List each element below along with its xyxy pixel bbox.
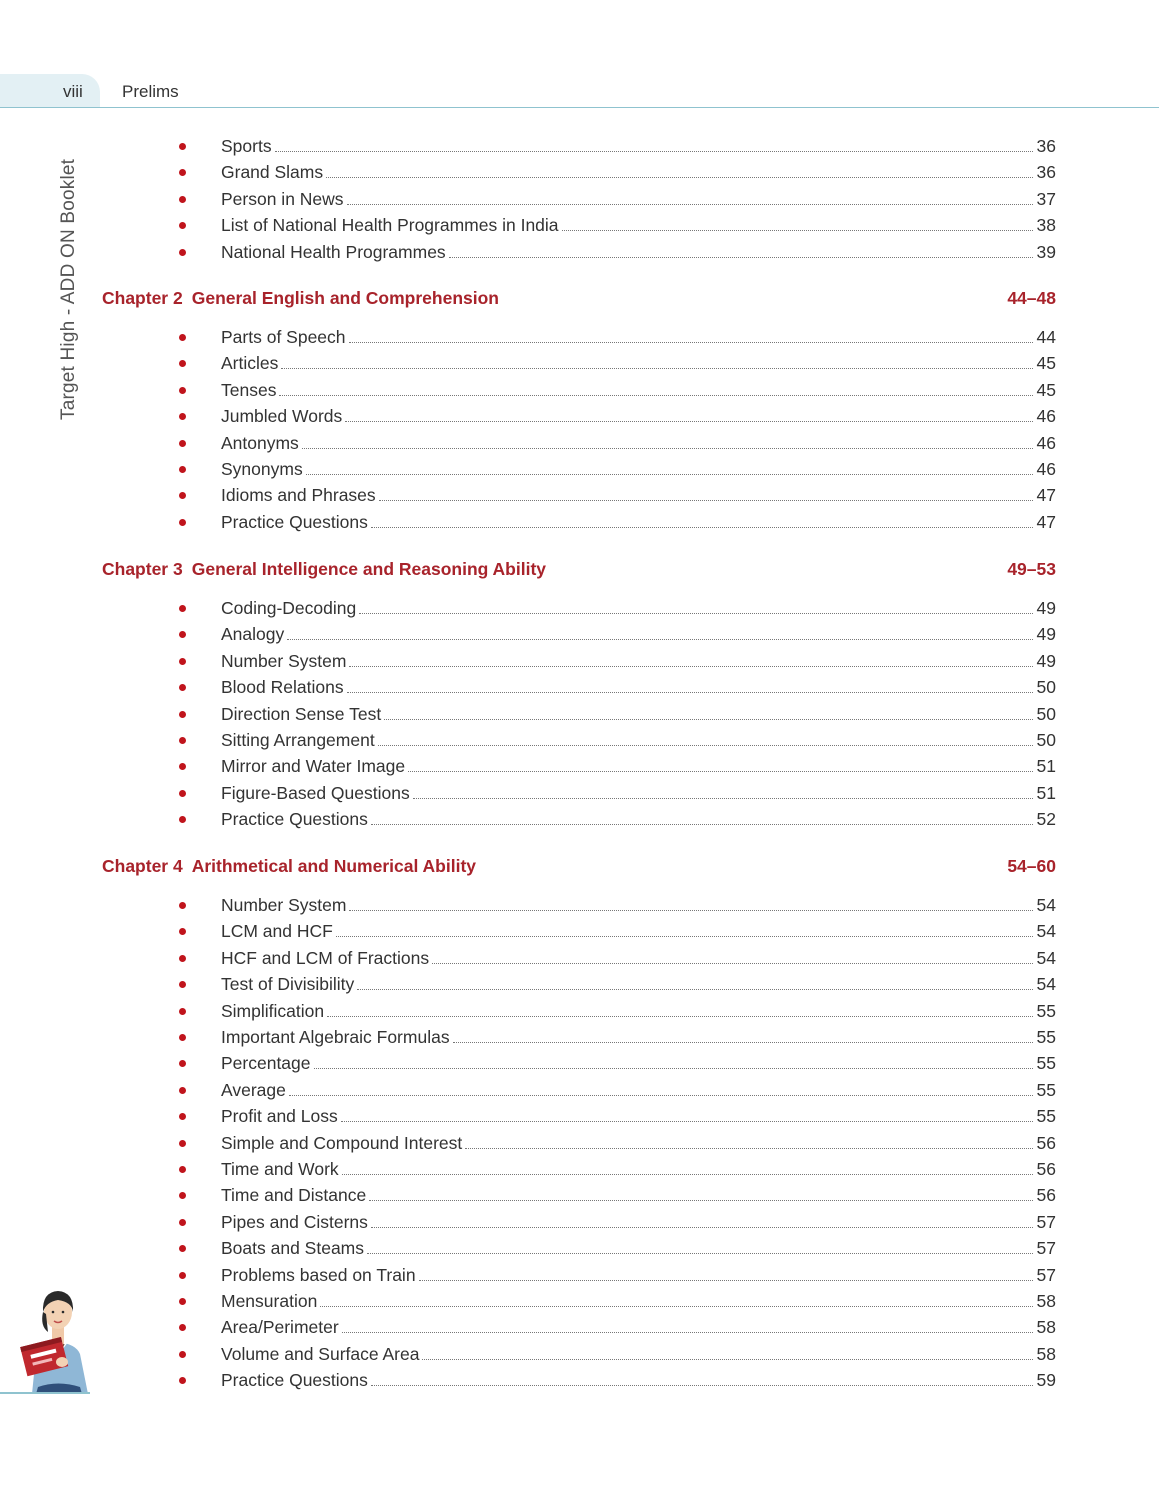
chapter-title: General English and Comprehension	[191, 288, 499, 308]
bullet-icon	[179, 222, 186, 229]
toc-item-page: 45	[1036, 379, 1056, 400]
bullet-icon	[179, 196, 186, 203]
toc-item-page: 55	[1036, 1079, 1056, 1100]
dot-leader	[371, 526, 1033, 528]
bullet-icon	[179, 1298, 186, 1305]
dot-leader	[349, 909, 1033, 911]
chapter-page-range: 44–48	[1007, 288, 1056, 308]
dot-leader	[287, 638, 1033, 640]
toc-item-label: Time and Distance	[221, 1185, 367, 1206]
bullet-icon	[179, 605, 186, 612]
bullet-icon	[179, 711, 186, 718]
toc-item-page: 46	[1036, 459, 1056, 479]
toc-item-page: 57	[1036, 1211, 1056, 1232]
toc-item	[176, 482, 1056, 506]
toc-item-label: Direction Sense Test	[221, 703, 382, 724]
dot-leader	[320, 1305, 1033, 1307]
chapter-heading	[102, 556, 1056, 580]
running-header-title: Prelims	[122, 82, 179, 101]
toc-item-label: Person in News	[221, 188, 344, 209]
toc-item	[176, 971, 1056, 995]
bullet-icon	[179, 1113, 186, 1120]
bullet-icon	[179, 955, 186, 962]
bullet-icon	[179, 816, 186, 823]
toc-item-label: Coding-Decoding	[221, 598, 357, 618]
toc-item-page: 56	[1036, 1185, 1056, 1206]
bullet-icon	[179, 1245, 186, 1252]
dot-leader	[384, 718, 1033, 720]
toc-item	[176, 1156, 1056, 1180]
dot-leader	[422, 1358, 1033, 1360]
dot-leader	[341, 1120, 1033, 1122]
dot-leader	[413, 797, 1033, 799]
dot-leader	[302, 447, 1033, 449]
toc-item-label: Figure-Based Questions	[221, 782, 410, 803]
toc-item-label: Tenses	[221, 379, 277, 400]
chapter-number: Chapter 2	[102, 288, 183, 308]
toc-item	[176, 1182, 1056, 1206]
toc-item-page: 54	[1036, 947, 1056, 968]
toc-item-label: Practice Questions	[221, 511, 368, 532]
dot-leader	[289, 1094, 1033, 1096]
toc-item-page: 37	[1036, 188, 1056, 209]
toc-item	[176, 239, 1056, 263]
bullet-icon	[179, 1140, 186, 1147]
toc-item	[176, 509, 1056, 533]
chapter-page-range: 49–53	[1007, 559, 1056, 579]
dot-leader	[465, 1147, 1033, 1149]
toc-item-page: 49	[1036, 624, 1056, 645]
toc-item-page: 50	[1036, 730, 1056, 750]
bullet-icon	[179, 928, 186, 935]
toc-item-label: Number System	[221, 895, 347, 915]
toc-item	[176, 1288, 1056, 1312]
dot-leader	[279, 394, 1033, 396]
toc-item-page: 50	[1036, 677, 1056, 698]
toc-item-label: National Health Programmes	[221, 241, 446, 262]
toc-item-page: 50	[1036, 703, 1056, 724]
dot-leader	[281, 367, 1033, 369]
bullet-icon	[179, 1351, 186, 1358]
bullet-icon	[179, 902, 186, 909]
toc-item	[176, 159, 1056, 183]
toc-item-label: Sports	[221, 136, 272, 156]
toc-item-page: 47	[1036, 485, 1056, 506]
toc-item	[176, 1077, 1056, 1101]
toc-item-label: Simplification	[221, 1000, 325, 1021]
toc-item-label: Practice Questions	[221, 1370, 368, 1391]
dot-leader	[326, 176, 1033, 178]
dot-leader	[327, 1015, 1033, 1017]
toc-item-label: Area/Perimeter	[221, 1317, 339, 1338]
toc-item	[176, 133, 1056, 157]
dot-leader	[371, 1384, 1033, 1386]
toc-item-page: 44	[1036, 327, 1056, 347]
bullet-icon	[179, 1060, 186, 1067]
toc-item-label: Antonyms	[221, 432, 299, 453]
bullet-icon	[179, 249, 186, 256]
toc-item	[176, 1103, 1056, 1127]
toc-item	[176, 324, 1056, 348]
toc-item-page: 47	[1036, 511, 1056, 532]
toc-item	[176, 377, 1056, 401]
chapter-number: Chapter 3	[102, 559, 183, 579]
dot-leader	[347, 203, 1033, 205]
toc-item	[176, 186, 1056, 210]
bullet-icon	[179, 1272, 186, 1279]
toc-item-label: Volume and Surface Area	[221, 1343, 420, 1364]
toc-item	[176, 621, 1056, 645]
bullet-icon	[179, 763, 186, 770]
bullet-icon	[179, 466, 186, 473]
toc-item-page: 36	[1036, 162, 1056, 183]
bullet-icon	[179, 737, 186, 744]
toc-item-page: 56	[1036, 1159, 1056, 1179]
toc-item-page: 54	[1036, 921, 1056, 942]
toc-item-page: 55	[1036, 1053, 1056, 1074]
toc-item	[176, 945, 1056, 969]
dot-leader	[419, 1279, 1033, 1281]
toc-item	[176, 806, 1056, 830]
toc-item	[176, 727, 1056, 751]
bullet-icon	[179, 658, 186, 665]
toc-item-label: Jumbled Words	[221, 406, 343, 427]
bullet-icon	[179, 981, 186, 988]
dot-leader	[342, 1331, 1033, 1333]
bullet-icon	[179, 1034, 186, 1041]
toc-item-label: Idioms and Phrases	[221, 485, 376, 506]
toc-item	[176, 998, 1056, 1022]
toc-item-label: Mensuration	[221, 1291, 318, 1311]
toc-item-label: Number System	[221, 650, 347, 671]
toc-item	[176, 674, 1056, 698]
chapter-heading	[102, 853, 1056, 877]
toc-item-label: Profit and Loss	[221, 1106, 338, 1127]
bullet-icon	[179, 1377, 186, 1384]
bullet-icon	[179, 143, 186, 150]
header-tab	[0, 74, 100, 108]
toc-item-label: Mirror and Water Image	[221, 756, 406, 777]
toc-item-label: Synonyms	[221, 459, 303, 479]
toc-item-label: Time and Work	[221, 1159, 339, 1179]
dot-leader	[562, 229, 1033, 231]
toc-item-label: Average	[221, 1079, 286, 1100]
toc-item	[176, 1235, 1056, 1259]
reader-illustration	[18, 1282, 94, 1394]
toc-item	[176, 1367, 1056, 1391]
toc-item-page: 38	[1036, 215, 1056, 236]
toc-item-page: 45	[1036, 353, 1056, 374]
toc-item-label: Analogy	[221, 624, 285, 645]
bullet-icon	[179, 1087, 186, 1094]
toc-item-page: 39	[1036, 241, 1056, 262]
bullet-icon	[179, 1008, 186, 1015]
toc-item	[176, 701, 1056, 725]
toc-item-label: HCF and LCM of Fractions	[221, 947, 430, 968]
dot-leader	[449, 256, 1033, 258]
header-rule	[0, 107, 1159, 108]
toc-item	[176, 1262, 1056, 1286]
toc-item	[176, 212, 1056, 236]
bullet-icon	[179, 631, 186, 638]
toc-item-page: 49	[1036, 650, 1056, 671]
toc-item-page: 55	[1036, 1000, 1056, 1021]
dot-leader	[379, 499, 1033, 501]
bullet-icon	[179, 1324, 186, 1331]
toc-item	[176, 780, 1056, 804]
toc-item-label: Percentage	[221, 1053, 311, 1074]
toc-item-label: Pipes and Cisterns	[221, 1211, 368, 1232]
toc-item	[176, 1314, 1056, 1338]
toc-item	[176, 648, 1056, 672]
toc-item-label: Sitting Arrangement	[221, 730, 375, 750]
toc-item	[176, 753, 1056, 777]
toc-item-page: 52	[1036, 809, 1056, 830]
dot-leader	[306, 473, 1033, 475]
bullet-icon	[179, 519, 186, 526]
dot-leader	[275, 150, 1033, 152]
toc-item-label: Test of Divisibility	[221, 974, 355, 995]
toc-item-page: 51	[1036, 782, 1056, 803]
dot-leader	[359, 612, 1033, 614]
bullet-icon	[179, 169, 186, 176]
bullet-icon	[179, 684, 186, 691]
toc-item-page: 36	[1036, 136, 1056, 156]
toc-item-page: 55	[1036, 1027, 1056, 1047]
page-number: viii	[63, 82, 83, 101]
bullet-icon	[179, 387, 186, 394]
dot-leader	[342, 1173, 1033, 1175]
dot-leader	[367, 1252, 1033, 1254]
dot-leader	[432, 962, 1033, 964]
toc-item	[176, 1341, 1056, 1365]
dot-leader	[408, 770, 1033, 772]
toc-item	[176, 350, 1056, 374]
toc-item-page: 54	[1036, 974, 1056, 995]
bullet-icon	[179, 334, 186, 341]
toc-item	[176, 918, 1056, 942]
toc-item-page: 55	[1036, 1106, 1056, 1127]
dot-leader	[345, 420, 1033, 422]
toc-item-page: 59	[1036, 1370, 1056, 1391]
bullet-icon	[179, 1166, 186, 1173]
dot-leader	[371, 1226, 1033, 1228]
dot-leader	[369, 1199, 1033, 1201]
toc-item	[176, 456, 1056, 480]
dot-leader	[378, 744, 1033, 746]
bullet-icon	[179, 413, 186, 420]
bullet-icon	[179, 440, 186, 447]
dot-leader	[349, 341, 1033, 343]
toc-item	[176, 1130, 1056, 1154]
side-running-title: Target High - ADD ON Booklet	[58, 158, 79, 420]
dot-leader	[314, 1067, 1033, 1069]
toc-item-label: Problems based on Train	[221, 1264, 416, 1285]
toc-item	[176, 1024, 1056, 1048]
toc-item-page: 51	[1036, 756, 1056, 777]
toc-item	[176, 1209, 1056, 1233]
toc-item-page: 46	[1036, 432, 1056, 453]
toc-item-page: 58	[1036, 1343, 1056, 1364]
bullet-icon	[179, 1192, 186, 1199]
toc-item-label: Boats and Steams	[221, 1238, 364, 1259]
toc-item-label: LCM and HCF	[221, 921, 333, 942]
toc-item-label: Blood Relations	[221, 677, 344, 698]
toc-item-page: 56	[1036, 1132, 1056, 1153]
dot-leader	[453, 1041, 1033, 1043]
dot-leader	[347, 691, 1033, 693]
dot-leader	[357, 988, 1033, 990]
dot-leader	[336, 935, 1033, 937]
toc-item-page: 49	[1036, 598, 1056, 618]
toc-item-page: 57	[1036, 1264, 1056, 1285]
toc-item-label: List of National Health Programmes in India	[221, 215, 559, 236]
toc-item	[176, 1050, 1056, 1074]
toc-item	[176, 430, 1056, 454]
toc-item-label: Simple and Compound Interest	[221, 1132, 463, 1153]
footer-rule	[0, 1392, 90, 1394]
toc-item-label: Parts of Speech	[221, 327, 346, 347]
toc-item-page: 57	[1036, 1238, 1056, 1259]
chapter-title: Arithmetical and Numerical Ability	[191, 856, 476, 876]
chapter-heading	[102, 285, 1056, 309]
toc-item	[176, 892, 1056, 916]
toc-item-page: 54	[1036, 895, 1056, 915]
dot-leader	[349, 665, 1033, 667]
toc-item-label: Articles	[221, 353, 279, 374]
chapter-number: Chapter 4	[102, 856, 183, 876]
toc-item-label: Practice Questions	[221, 809, 368, 830]
toc-item	[176, 595, 1056, 619]
toc-item-label: Important Algebraic Formulas	[221, 1027, 450, 1047]
toc-item	[176, 403, 1056, 427]
bullet-icon	[179, 492, 186, 499]
bullet-icon	[179, 790, 186, 797]
toc-item-page: 58	[1036, 1291, 1056, 1311]
toc-item-page: 58	[1036, 1317, 1056, 1338]
bullet-icon	[179, 360, 186, 367]
chapter-title: General Intelligence and Reasoning Ability	[191, 559, 547, 579]
dot-leader	[371, 823, 1033, 825]
toc-item-label: Grand Slams	[221, 162, 324, 183]
toc-item-page: 46	[1036, 406, 1056, 427]
bullet-icon	[179, 1219, 186, 1226]
chapter-page-range: 54–60	[1007, 856, 1056, 876]
